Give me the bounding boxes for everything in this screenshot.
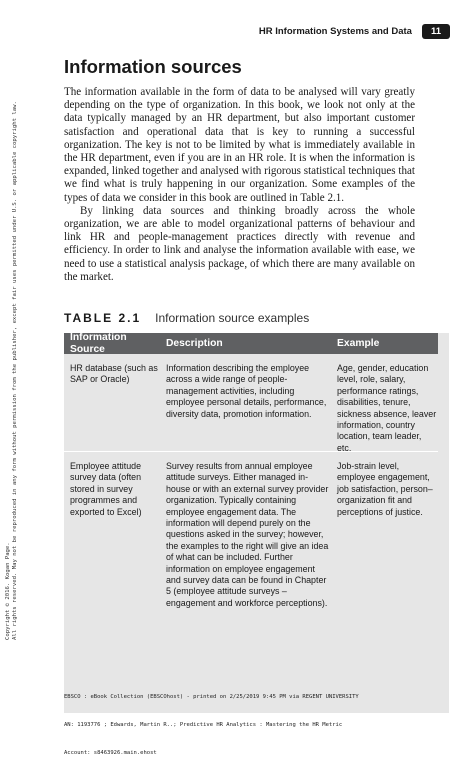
print-footer bbox=[64, 675, 359, 767]
table-header-row bbox=[64, 333, 438, 354]
table-row bbox=[64, 452, 438, 692]
footer-line-2: AN: 1193776 ; Edwards, Martin R..; Predictive HR Analytics : Mastering the HR Metric bbox=[64, 722, 343, 729]
copyright-line-1: Copyright © 2016. Kogan Page. bbox=[5, 542, 11, 640]
information-source-table bbox=[64, 333, 438, 692]
table-row bbox=[64, 354, 438, 451]
copyright-side-note bbox=[3, 0, 27, 711]
copyright-line-2: All rights reserved. May not be reproduced in any form without permission from the publisher, except fair uses permitted under U.S. or applicable copyright law. bbox=[12, 101, 19, 640]
table-label: TABLE 2.1 bbox=[64, 311, 142, 325]
cell-source: Employee attitude survey data (often stored in survey programmes and exported to Excel) bbox=[70, 461, 142, 517]
cell-description: Survey results from annual employee attitude surveys. Either managed in-house or with an external survey provider organization. Typically containing employee engagement data. The information will depend purely on the questions asked in the survey; however, the examples to the right will give an idea of what can be included. Further information on employee engagement and survey data can be found in Chapter 5 (employee attitude surveys – engagement and workforce perceptions). bbox=[166, 461, 329, 608]
footer-line-1: EBSCO : eBook Collection (EBSCOhost) - printed on 2/25/2019 9:45 PM via REGENT UNIVERSITY bbox=[64, 694, 359, 701]
cell-example: Age, gender, education level, role, salary, performance ratings, disabilities, tenure, sickness absence, leaver information, country location, team leader, etc. bbox=[337, 363, 437, 453]
section-heading: Information sources bbox=[64, 56, 242, 77]
table-background bbox=[64, 333, 449, 713]
cell-source: HR database (such as SAP or Oracle) bbox=[70, 363, 158, 385]
running-head-title: HR Information Systems and Data bbox=[258, 25, 412, 37]
body-paragraph: The information available in the form of data to be analysed will vary greatly depending on the type of organization. In this book, we look not only at the data typically managed by an HR department, but also important customer satisfaction and operational data that is key to running a successful organization. The key is not to be limited by what is immediately available in the HR department, even if you are in an HR role. It is when the information is expanded, linked together and analysed with rigorous statistical techniques that we find what is truly happening in our organization. Some examples of the types of data we consider in this book are outlined in Table 2.1. bbox=[64, 86, 415, 204]
table-title: Information source examples bbox=[155, 311, 310, 325]
cell-description: Information describing the employee across a wide range of people-management activities, including employee personal details, performance, diversity data, promotion information. bbox=[166, 363, 327, 419]
footer-line-3: Account: s8463926.main.ehost bbox=[64, 749, 157, 756]
page-number-badge: 11 bbox=[422, 24, 450, 39]
body-paragraph: By linking data sources and thinking broadly across the whole organization, we are able to model organizational patterns of behaviour and link HR and people-management practices directly with revenue and efficiency. In order to link and analyse the information available with ease, we need to use a statistical analysis package, of which there are many available on the market. bbox=[64, 204, 415, 283]
column-header-example: Example bbox=[337, 337, 380, 349]
cell-example: Job-strain level, employee engagement, job satisfaction, person–organization fit and perceptions of justice. bbox=[337, 461, 433, 517]
column-header-description: Description bbox=[166, 337, 223, 349]
running-head bbox=[259, 22, 450, 40]
body-text bbox=[64, 86, 415, 284]
column-header-source: Information Source bbox=[70, 332, 127, 355]
table-caption bbox=[64, 311, 309, 325]
